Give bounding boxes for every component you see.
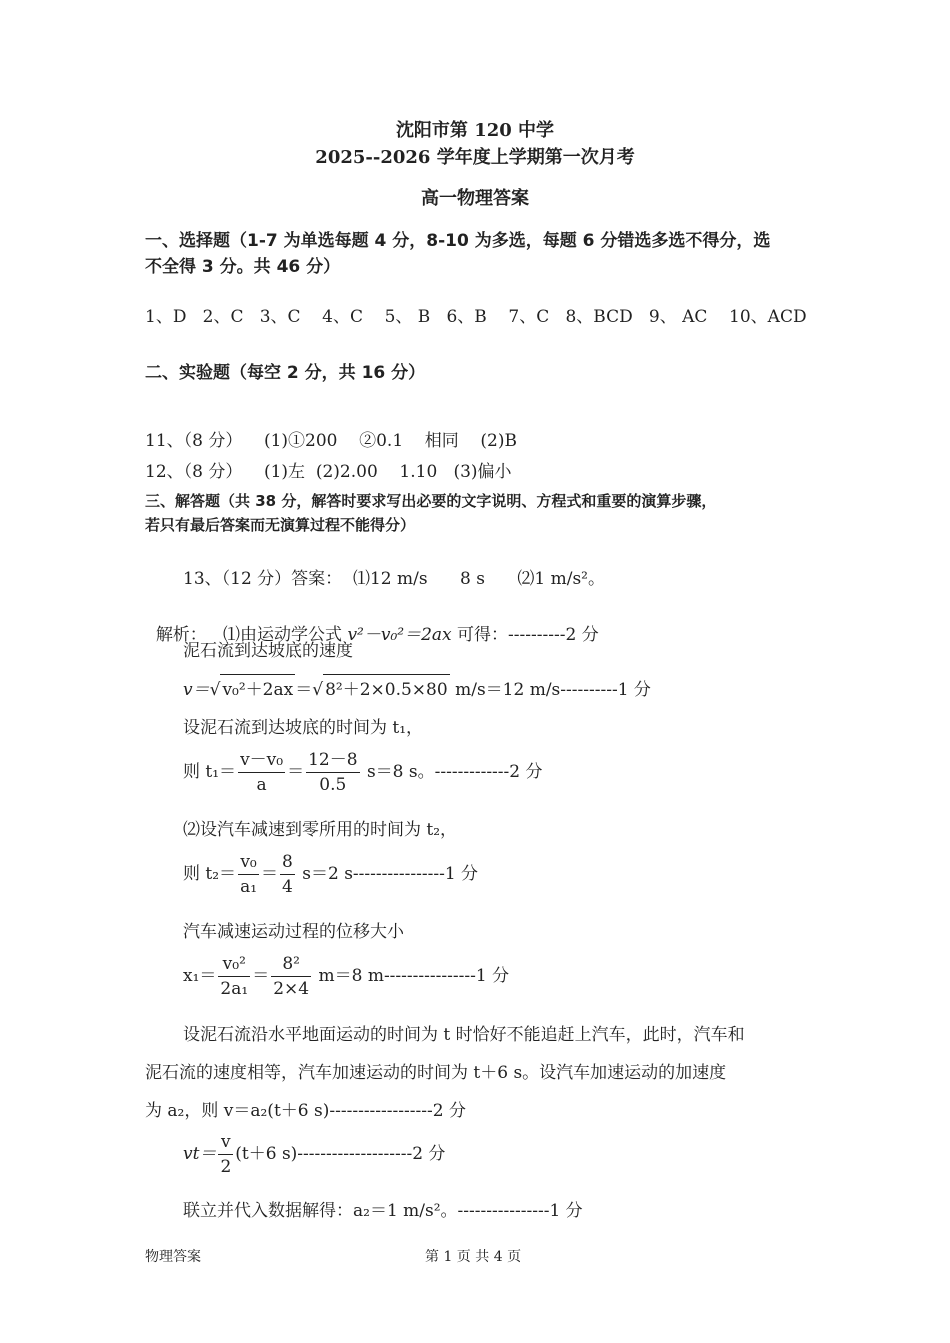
q13-para3: 为 a₂，则 v＝a₂(t＋6 s)------------------2 分 — [145, 1101, 466, 1121]
q13-line7-pre: 则 t₂＝ — [183, 864, 237, 884]
choice-answers: 1、D 2、C 3、C 4、C 5、 B 6、B 7、C 8、BCD 9、 AC 10、ACD — [145, 307, 807, 327]
q13-line5-eq: ＝ — [287, 762, 305, 782]
frac-numerator: v — [218, 1130, 233, 1155]
frac-denominator: 2×4 — [273, 979, 310, 999]
section1-heading-line1: 一、选择题（1-7 为单选每题 4 分，8-10 为多选，每题 6 分错选多选不得分，选 — [145, 231, 771, 251]
frac-denominator: 0.5 — [319, 775, 347, 795]
frac-numerator: 8 — [280, 850, 295, 875]
q13-line3-tail: m/s＝12 m/s----------1 分 — [449, 680, 651, 700]
q13-line10-tail: (t＋6 s)--------------------2 分 — [235, 1144, 446, 1164]
q13-para1: 设泥石流沿水平地面运动的时间为 t 时恰好不能追赶上汽车，此时，汽车和 — [183, 1025, 745, 1045]
q13-line1-formula: v²－v₀²＝2ax — [347, 625, 452, 645]
q13-line7-frac2 — [280, 850, 295, 899]
frac-numerator: v₀ — [238, 850, 259, 875]
q13-line1-suffix: 可得：----------2 分 — [451, 625, 599, 645]
document-title: 高一物理答案 — [421, 188, 529, 209]
q13-line9-pre: x₁＝ — [183, 966, 217, 986]
q13-line5-frac2 — [306, 748, 359, 797]
frac-denominator: a₁ — [240, 877, 258, 897]
section3-heading-line1: 三、解答题（共 38 分，解答时要求写出必要的文字说明、方程式和重要的演算步骤， — [145, 492, 717, 510]
q13-line8: 汽车减速运动过程的位移大小 — [183, 922, 404, 942]
q13-line9-frac1 — [218, 952, 250, 1001]
q13-line3-eq: ＝ — [295, 680, 313, 700]
q13-line9 — [183, 952, 509, 1001]
q13-line10-frac — [218, 1130, 233, 1179]
page-number: 第 1 页 共 4 页 — [425, 1249, 522, 1265]
q13-para2: 泥石流的速度相等，汽车加速运动的时间为 t＋6 s。设汽车加速运动的加速度 — [145, 1063, 727, 1083]
q13-answer: 13、（12 分）答案： ⑴12 m/s 8 s ⑵1 m/s²。 — [183, 569, 605, 589]
q13-line5 — [183, 748, 543, 797]
q13-line9-frac2 — [271, 952, 311, 1001]
q13-line3-sqrt1: v₀²＋2ax — [220, 674, 295, 700]
q13-line10-pre: vt＝ — [183, 1144, 217, 1164]
q13-line3: v＝√ v₀²＋2ax ＝√ 8²＋2×0.5×80 m/s＝12 m/s----------1 分 — [183, 674, 651, 700]
q13-line9-eq: ＝ — [252, 966, 270, 986]
q13-line4: 设泥石流到达坡底的时间为 t₁， — [183, 718, 424, 738]
q13-line7-eq: ＝ — [261, 864, 279, 884]
q13-line10 — [183, 1130, 445, 1179]
frac-denominator: 4 — [282, 877, 293, 897]
q13-line7-tail: s＝2 s----------------1 分 — [296, 864, 479, 884]
q13-line5-frac1 — [238, 748, 285, 797]
q13-line3-v: v＝ — [183, 680, 210, 700]
term-title: 2025--2026 学年度上学期第一次月考 — [315, 147, 635, 168]
section2-heading: 二、实验题（每空 2 分，共 16 分） — [145, 363, 426, 383]
q13-line1-prefix: 解析： ⑴由运动学公式 — [155, 625, 348, 645]
frac-numerator: 12－8 — [306, 748, 359, 773]
school-name: 沈阳市第 120 中学 — [395, 120, 555, 141]
q13-line3-sqrt2: 8²＋2×0.5×80 — [323, 674, 450, 700]
frac-denominator: 2a₁ — [220, 979, 249, 999]
frac-numerator: v₀² — [218, 952, 250, 977]
frac-numerator: 8² — [271, 952, 311, 977]
q13-line5-tail: s＝8 s。-------------2 分 — [361, 762, 543, 782]
section1-heading-line2: 不全得 3 分。共 46 分） — [145, 257, 341, 277]
q13-line7 — [183, 850, 478, 899]
frac-numerator: v－v₀ — [238, 748, 285, 773]
q13-line2: 泥石流到达坡底的速度 — [183, 641, 353, 661]
q12-answer: 12、（8 分） (1)左 (2)2.00 1.10 (3)偏小 — [145, 462, 512, 482]
q11-answer: 11、（8 分） (1)①200 ②0.1 相同 (2)B — [145, 431, 517, 451]
q13-line6: ⑵设汽车减速到零所用的时间为 t₂， — [183, 820, 458, 840]
section3-heading-line2: 若只有最后答案而无演算过程不能得分） — [145, 516, 416, 534]
frac-denominator: 2 — [220, 1157, 232, 1177]
q13-line7-frac1 — [238, 850, 259, 899]
q13-line5-pre: 则 t₁＝ — [183, 762, 237, 782]
frac-denominator: a — [256, 775, 267, 795]
footer-label: 物理答案 — [145, 1249, 201, 1265]
q13-line11: 联立并代入数据解得：a₂＝1 m/s²。----------------1 分 — [183, 1201, 583, 1221]
q13-line9-tail: m＝8 m----------------1 分 — [313, 966, 510, 986]
